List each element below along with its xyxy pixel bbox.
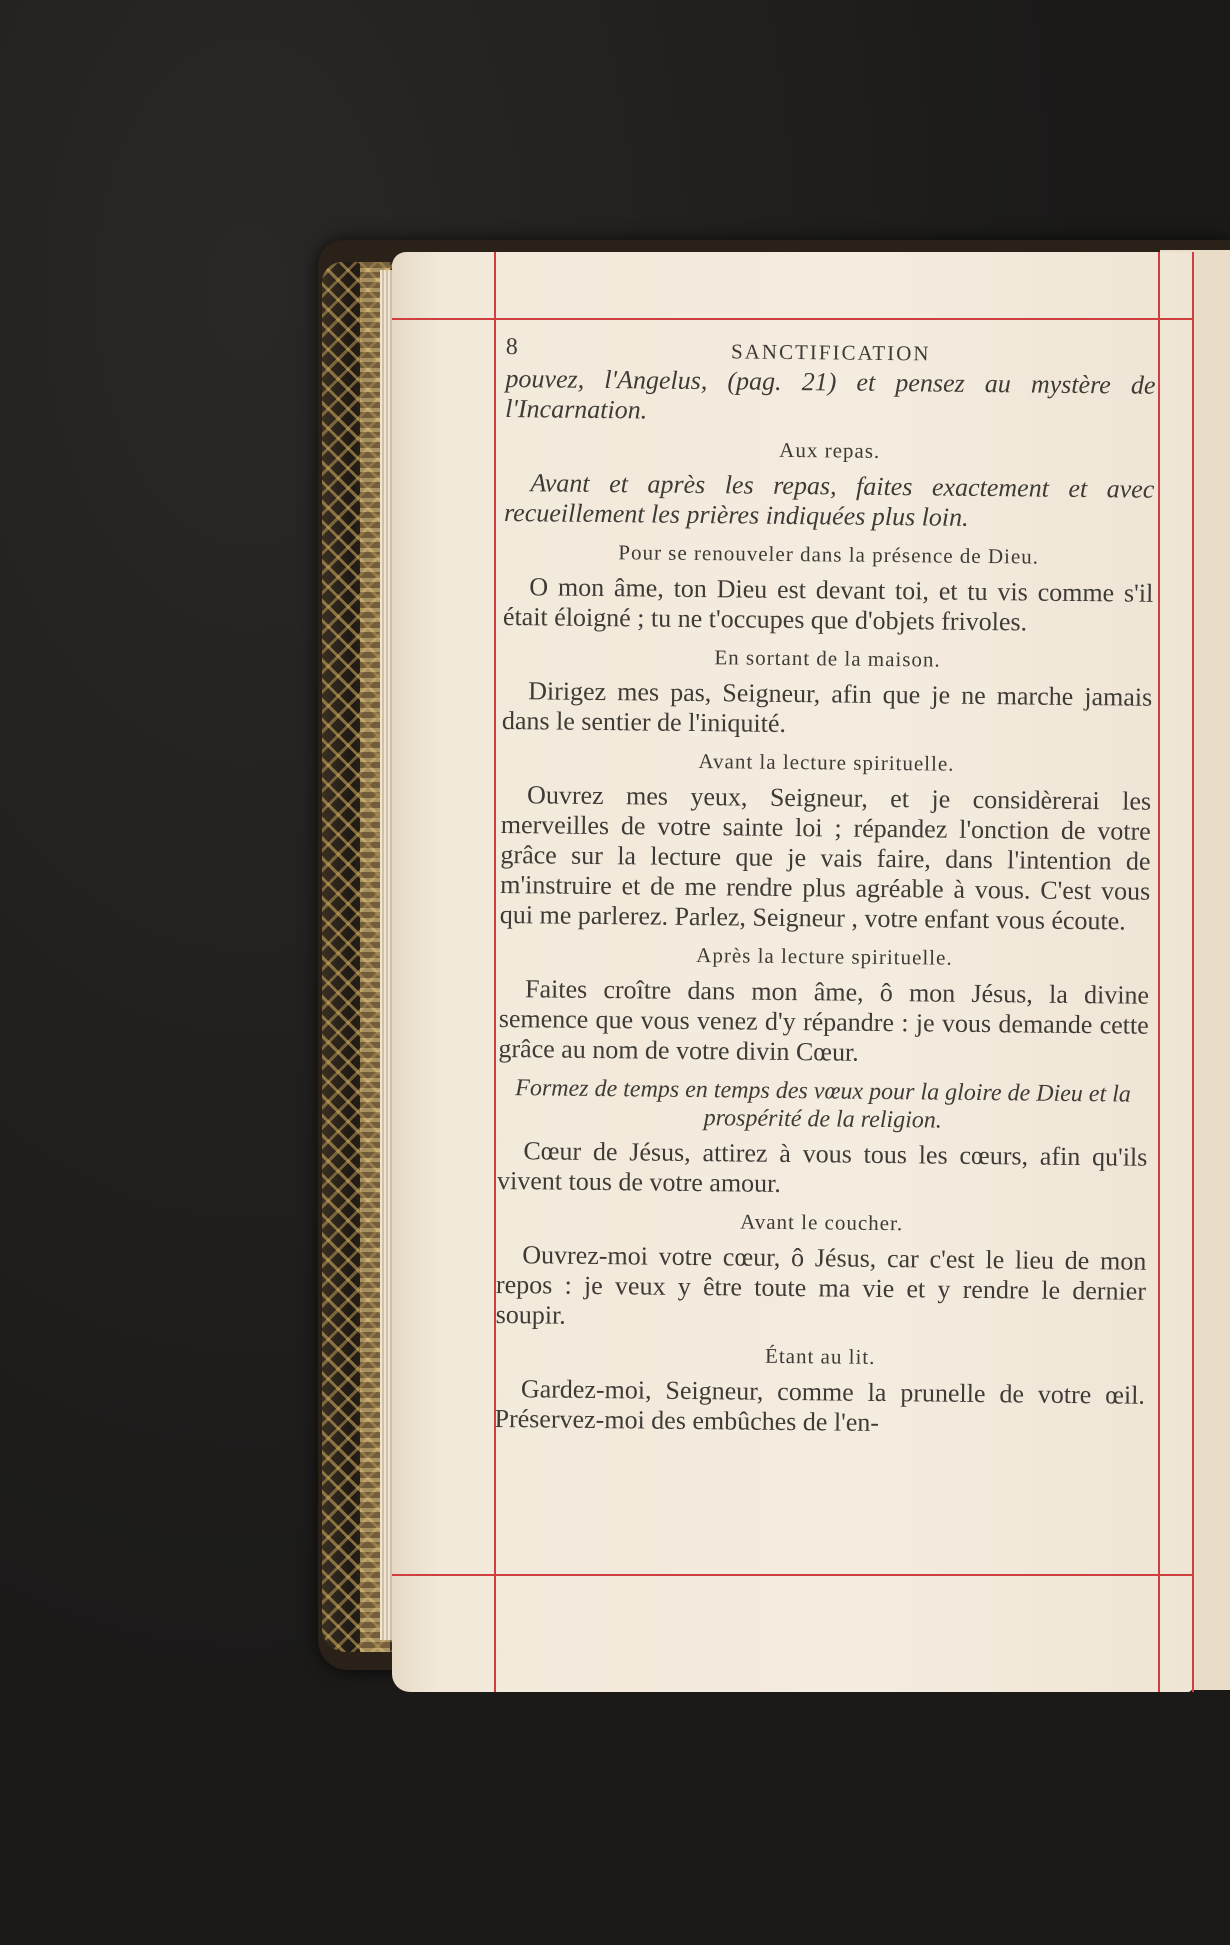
- running-head: [506, 330, 1156, 371]
- heading-avant-lecture: Avant la lecture spirituelle.: [698, 749, 955, 776]
- heading-sortant: En sortant de la maison.: [714, 645, 941, 672]
- paragraph-repas: Avant et après les repas, faites exactement et avec recueillement les prières indiquées plus loin.: [503, 468, 1155, 532]
- paragraph-apres-lecture: Faites croître dans mon âme, ô mon Jésus, la divine semence que vous venez d'y répandre : je vous demande cette grâce au nom de votre divin Cœur.: [498, 974, 1150, 1067]
- heading-au-lit: Étant au lit.: [764, 1343, 876, 1369]
- heading-aux-repas: Aux repas.: [779, 437, 881, 463]
- heading-apres-lecture: Après la lecture spirituelle.: [696, 943, 953, 970]
- paragraph-avant-lecture: Ouvrez mes yeux, Seigneur, et je considèrerai les merveilles de votre sainte loi ; répandez l'onction de votre grâce sur la lecture que je vais faire, dans l'intention de m'instruire et de me rendre plus agréable à vous. C'est vous qui me parlerez. Parlez, Seigneur , votre enfant vous écoute.: [499, 780, 1152, 936]
- red-rule-bottom: [392, 1574, 1192, 1576]
- heading-presence: Pour se renouveler dans la présence de Dieu.: [618, 540, 1040, 569]
- paragraph-coeur: Cœur de Jésus, attirez à vous tous les cœurs, afin qu'ils vivent tous de votre amour.: [496, 1136, 1148, 1198]
- red-rule-right: [1158, 252, 1160, 1692]
- page-text: [494, 330, 1156, 1441]
- facing-page-red-rule: [1192, 252, 1194, 1692]
- page-number: 8: [505, 333, 518, 361]
- italic-note-voeux: Formez de temps en temps des vœux pour la gloire de Dieu et la prospérité de la religion.: [515, 1075, 1131, 1134]
- paragraph-coucher: Ouvrez-moi votre cœur, ô Jésus, car c'est le lieu de mon repos : je veux y être toute ma vie et y rendre le dernier soupir.: [495, 1240, 1147, 1330]
- paragraph-presence: O mon âme, ton Dieu est devant toi, et tu vis comme s'il était éloigné ; tu ne t'occupes que d'objets frivoles.: [502, 572, 1154, 637]
- paragraph-angelus: pouvez, l'Angelus, (pag. 21) et pensez au mystère de l'Incarnation.: [505, 363, 1156, 425]
- running-title: SANCTIFICATION: [730, 339, 931, 366]
- paragraph-sortant: Dirigez mes pas, Seigneur, afin que je ne marche jamais dans le sentier de l'iniquité.: [501, 676, 1153, 738]
- red-rule-top: [392, 318, 1192, 320]
- heading-coucher: Avant le coucher.: [740, 1209, 904, 1236]
- book-page: [392, 252, 1192, 1692]
- red-rule-left: [494, 252, 496, 1692]
- paragraph-au-lit: Gardez-moi, Seigneur, comme la prunelle de votre œil. Préservez-moi des embûches de l'en-: [494, 1374, 1146, 1437]
